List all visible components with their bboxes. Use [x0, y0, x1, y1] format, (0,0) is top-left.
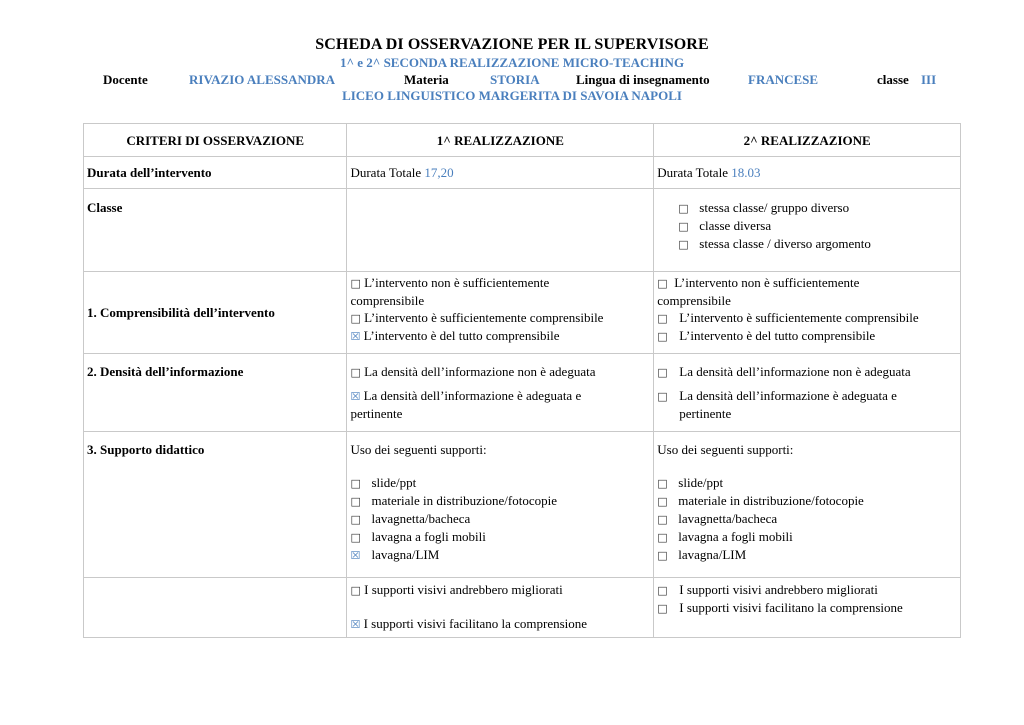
comp-r2-opt2: L’intervento è sufficientemente comprensibile: [679, 310, 919, 325]
materia-label: Materia: [404, 72, 449, 87]
school-name: LICEO LINGUISTICO MARGERITA DI SAVOIA NAPOLI: [342, 88, 682, 103]
vis-r1-opt2: I supporti visivi facilitano la comprensione: [363, 616, 588, 631]
comp-r2-opt1a: L’intervento non è sufficientemente: [674, 275, 860, 290]
table-row-comprensibilita: [84, 272, 961, 354]
page-subtitle: 1^ e 2^ SECONDA REALIZZAZIONE MICRO-TEACHING: [339, 55, 685, 70]
criterion-comprensibilita: 1. Comprensibilità dell’intervento: [84, 272, 347, 354]
dens-r2-opt2b: pertinente: [679, 406, 732, 421]
dens-r1-opt2a: La densità dell’informazione è adeguata e: [363, 388, 582, 403]
densita-r2: [654, 354, 961, 432]
checkbox-empty-icon[interactable]: □: [657, 277, 668, 290]
page-title: SCHEDA DI OSSERVAZIONE PER IL SUPERVISORE: [315, 36, 709, 53]
durata-r1: [347, 157, 654, 189]
checkbox-empty-icon[interactable]: □: [657, 602, 668, 615]
checkbox-empty-icon[interactable]: □: [657, 312, 668, 325]
checkbox-empty-icon[interactable]: □: [350, 495, 361, 508]
checkbox-checked-icon[interactable]: ☒: [350, 549, 361, 562]
visivi-empty-cell: [84, 578, 347, 638]
checkbox-empty-icon[interactable]: □: [657, 366, 668, 379]
checkbox-empty-icon[interactable]: □: [657, 584, 668, 597]
criterion-densita: 2. Densità dell’informazione: [84, 354, 347, 432]
checkbox-checked-icon[interactable]: ☒: [350, 618, 361, 631]
header-criteri: CRITERI DI OSSERVAZIONE: [84, 124, 347, 157]
classe-opt-2: classe diversa: [699, 218, 772, 233]
checkbox-empty-icon[interactable]: □: [678, 238, 689, 251]
table-row-supporti-visivi: [84, 578, 961, 638]
checkbox-empty-icon[interactable]: □: [657, 531, 668, 544]
supp-r2-item-2: materiale in distribuzione/fotocopie: [678, 493, 864, 508]
checkbox-checked-icon[interactable]: ☒: [350, 330, 361, 343]
vis-r1-opt1: I supporti visivi andrebbero migliorati: [364, 582, 563, 597]
supporto-r2: [654, 432, 961, 578]
supp-r1-item-2: materiale in distribuzione/fotocopie: [371, 493, 558, 508]
visivi-r2: [654, 578, 961, 638]
checkbox-empty-icon[interactable]: □: [350, 277, 361, 290]
lingua-label: Lingua di insegnamento: [576, 72, 710, 87]
comp-r1-opt1a: L’intervento non è sufficientemente: [364, 275, 550, 290]
supp-r1-intro: Uso dei seguenti supporti:: [350, 442, 487, 457]
checkbox-empty-icon[interactable]: □: [657, 495, 668, 508]
classe-opt-3: stessa classe / diverso argomento: [699, 236, 871, 251]
header-realizzazione-1: 1^ REALIZZAZIONE: [347, 124, 654, 157]
densita-r1: [347, 354, 654, 432]
supp-r2-item-4: lavagna a fogli mobili: [678, 529, 793, 544]
supp-r1-item-5: lavagna/LIM: [371, 547, 440, 562]
checkbox-checked-icon[interactable]: ☒: [350, 390, 361, 403]
comp-r1-opt3: L’intervento è del tutto comprensibile: [363, 328, 560, 343]
supp-r1-item-4: lavagna a fogli mobili: [371, 529, 486, 544]
header-realizzazione-2: 2^ REALIZZAZIONE: [654, 124, 961, 157]
classe-label: classe: [877, 72, 909, 87]
supp-r1-item-3: lavagnetta/bacheca: [371, 511, 471, 526]
supp-r2-intro: Uso dei seguenti supporti:: [657, 442, 794, 457]
criterion-supporto: 3. Supporto didattico: [84, 432, 347, 578]
checkbox-empty-icon[interactable]: □: [350, 477, 361, 490]
observation-table: [83, 123, 961, 638]
comprensibilita-r1: [347, 272, 654, 354]
supp-r2-item-5: lavagna/LIM: [678, 547, 747, 562]
checkbox-empty-icon[interactable]: □: [350, 312, 361, 325]
vis-r2-opt2: I supporti visivi facilitano la comprensione: [679, 600, 903, 615]
checkbox-empty-icon[interactable]: □: [657, 330, 668, 343]
checkbox-empty-icon[interactable]: □: [657, 513, 668, 526]
checkbox-empty-icon[interactable]: □: [657, 390, 668, 403]
checkbox-empty-icon[interactable]: □: [350, 531, 361, 544]
checkbox-empty-icon[interactable]: □: [678, 220, 689, 233]
checkbox-empty-icon[interactable]: □: [350, 366, 361, 379]
checkbox-empty-icon[interactable]: □: [657, 477, 668, 490]
checkbox-empty-icon[interactable]: □: [350, 584, 361, 597]
supp-r1-item-1: slide/ppt: [371, 475, 417, 490]
checkbox-empty-icon[interactable]: □: [350, 513, 361, 526]
vis-r2-opt1: I supporti visivi andrebbero migliorati: [679, 582, 878, 597]
durata-r2-prefix: Durata Totale: [657, 165, 728, 180]
table-row-supporto: [84, 432, 961, 578]
table-row-durata: [84, 157, 961, 189]
classe-opt-1: stessa classe/ gruppo diverso: [699, 200, 850, 215]
dens-r1-opt1: La densità dell’informazione non è adeguata: [364, 364, 596, 379]
classe-value: III: [921, 72, 937, 87]
classe-r1: [347, 189, 654, 272]
docente-label: Docente: [103, 72, 148, 87]
criterion-classe: Classe: [84, 189, 347, 272]
criterion-label: [84, 157, 347, 189]
durata-r2: [654, 157, 961, 189]
docente-value: RIVAZIO ALESSANDRA: [189, 72, 336, 87]
comp-r1-opt2: L’intervento è sufficientemente comprensibile: [364, 310, 604, 325]
comp-r2-opt1b: comprensibile: [657, 293, 731, 308]
classe-r2: [654, 189, 961, 272]
dens-r2-opt2a: La densità dell’informazione è adeguata e: [679, 388, 897, 403]
comp-r2-opt3: L’intervento è del tutto comprensibile: [679, 328, 876, 343]
comprensibilita-r2: [654, 272, 961, 354]
durata-r1-prefix: Durata Totale: [350, 165, 422, 180]
lingua-value: FRANCESE: [748, 72, 819, 87]
materia-value: STORIA: [490, 72, 540, 87]
comp-r1-opt1b: comprensibile: [350, 293, 425, 308]
criterion-durata: Durata dell’intervento: [87, 165, 212, 180]
table-row-densita: [84, 354, 961, 432]
durata-r2-value: 18.03: [731, 165, 761, 180]
durata-r1-value: 17,20: [424, 165, 454, 180]
visivi-r1: [347, 578, 654, 638]
dens-r2-opt1: La densità dell’informazione non è adeguata: [679, 364, 911, 379]
table-row-classe: [84, 189, 961, 272]
checkbox-empty-icon[interactable]: □: [657, 549, 668, 562]
supp-r2-item-1: slide/ppt: [678, 475, 724, 490]
supporto-r1: [347, 432, 654, 578]
checkbox-empty-icon[interactable]: □: [678, 202, 689, 215]
table-header-row: [84, 124, 961, 157]
supp-r2-item-3: lavagnetta/bacheca: [678, 511, 778, 526]
dens-r1-opt2b: pertinente: [350, 406, 403, 421]
